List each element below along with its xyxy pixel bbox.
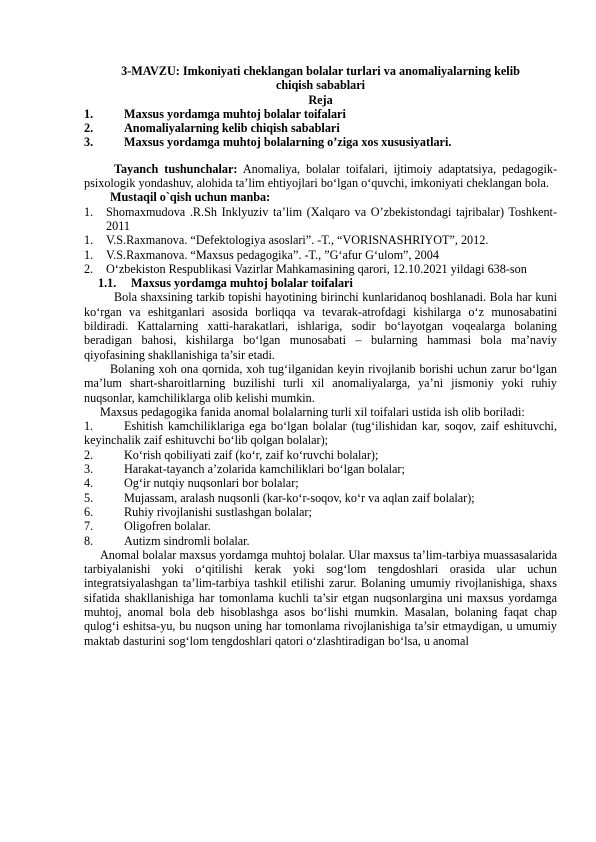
literature-text: V.S.Raxmanova. “Maxsus pedagogika”. -T., ”G‘afur G‘ulom”, 2004: [106, 247, 439, 262]
title-line-1: 3-MAVZU: Imkoniyati cheklangan bolalar turlari va anomaliyalarning kelib: [121, 64, 520, 78]
plan-item: [84, 107, 557, 121]
category-text: Autizm sindromli bolalar.: [124, 533, 250, 548]
category-text: Ko‘rish qobiliyati zaif (ko‘r, zaif ko‘ruvchi bolalar);: [124, 447, 379, 462]
category-text: Ruhiy rivojlanishi sustlashgan bolalar;: [124, 504, 312, 519]
paragraph-4: Anomal bolalar maxsus yordamga muhtoj bolalar. Ular maxsus ta’lim-tarbiya muassasalarida tarbiyalanishi yoki o‘qitilishi kerak yoki sog‘lom tengdoshlari orasida ular uchun integratsiyalashgan ta’lim-tarbiya tashkil etilishi zarur. Bolaning umumiy rivojlanishiga, shaxs sifatida shakllanishiga har tomonlama kuchli ta’sir etgan nuqsonlargina uni maxsus yordamga muhtoj, anomal bola deb hisoblashga asos bo‘lishi mumkin. Masalan, bolaning faqat chap qulog‘i eshitsa-yu, bu nuqson uning har tomonlama rivojlanishiga ta’sir etmaydigan, u umumiy maktab dasturini sog‘lom tengdoshlari qatori o‘zlashtiradigan bo‘lsa, u anomal: [84, 547, 557, 648]
plan-item-number: 2.: [84, 121, 94, 136]
plan-item-text: Maxsus yordamga muhtoj bolalarning o’ziga xos xususiyatlari.: [124, 135, 452, 150]
plan-item-text: Maxsus yordamga muhtoj bolalar toifalari: [124, 106, 346, 121]
paragraph-2: Bolaning xoh ona qornida, xoh tug‘ilganidan keyin rivojlanib borishi uchun zarur bo‘lgan ma’lum shart-sharoitlarning buzilishi turli xil anomaliyalarga, ya’ni jismoniy yoki ruhiy nuqsonlar, kamchiliklarga olib kelishi mumkin.: [84, 361, 557, 405]
categories-list: [84, 419, 557, 548]
category-number: 6.: [84, 504, 94, 519]
literature-text: Shomaxmudova .R.Sh Inklyuziv ta’lim (Xalqaro va O’zbekistondagi tajribalar) Toshkent-2011: [106, 204, 557, 233]
paragraph-3: Maxsus pedagogika fanida anomal bolalarning turli xil toifalari ustida ish olib boriladi:: [100, 404, 525, 419]
category-number: 1.: [84, 419, 94, 434]
category-item: [84, 519, 557, 533]
literature-heading: Mustaqil o`qish uchun manba:: [110, 190, 271, 205]
literature-number: 1.: [84, 233, 94, 248]
literature-text: V.S.Raxmanova. “Defektologiya asoslari”. -T., “VORISNASHRIYOT”, 2012.: [106, 233, 489, 248]
literature-item: [84, 233, 557, 247]
category-item: [84, 419, 557, 448]
section-title: Maxsus yordamga muhtoj bolalar toifalari: [131, 276, 353, 291]
category-item: [84, 534, 557, 548]
keywords-label: Tayanch tushunchalar:: [114, 161, 238, 176]
literature-text: O‘zbekiston Respublikasi Vazirlar Mahkamasining qarori, 12.10.2021 yildagi 638-son: [106, 261, 527, 276]
category-number: 5.: [84, 490, 94, 505]
category-number: 7.: [84, 519, 94, 534]
keywords-text: Anomaliya, bolalar toifalari, ijtimoiy adaptatsiya, pedagogik-psixologik yondashuv, alohida ta’lim ehtiyojlari bo‘lgan o‘quvchi, imkoniyati cheklangan bola.: [84, 161, 557, 191]
category-item: [84, 462, 557, 476]
section-heading: [84, 276, 557, 290]
document-page: [84, 64, 557, 648]
category-number: 2.: [84, 447, 94, 462]
literature-item: [84, 205, 557, 234]
plan-item-text: Anomaliyalarning kelib chiqish sabablari: [124, 121, 340, 136]
category-text: Og‘ir nutqiy nuqsonlari bor bolalar;: [124, 476, 299, 491]
document-title: [84, 64, 557, 93]
plan-list: [84, 107, 557, 150]
category-number: 4.: [84, 476, 94, 491]
category-text: Eshitish kamchiliklariga ega bo‘lgan bolalar (tug‘ilishidan kar, soqov, zaif eshituvchi, keyinchalik zaif eshituvchi bo‘lib qolgan bolalar);: [84, 419, 557, 448]
category-item: [84, 491, 557, 505]
plan-item: [84, 121, 557, 135]
category-text: Harakat-tayanch a’zolarida kamchiliklari bo‘lgan bolalar;: [124, 462, 405, 477]
plan-heading: Reja: [308, 92, 333, 107]
category-text: Oligofren bolalar.: [124, 519, 211, 534]
category-item: [84, 505, 557, 519]
literature-list: [84, 205, 557, 276]
category-number: 8.: [84, 533, 94, 548]
section-number: 1.1.: [98, 276, 117, 291]
literature-item: [84, 262, 557, 276]
title-line-2: chiqish sabablari: [275, 78, 366, 93]
category-text: Mujassam, aralash nuqsonli (kar-ko‘r-soqov, ko‘r va aqlan zaif bolalar);: [124, 490, 475, 505]
category-number: 3.: [84, 462, 94, 477]
literature-item: [84, 248, 557, 262]
category-item: [84, 448, 557, 462]
plan-item-number: 1.: [84, 106, 94, 121]
literature-number: 1.: [84, 247, 94, 262]
category-item: [84, 476, 557, 490]
plan-item-number: 3.: [84, 135, 94, 150]
literature-number: 1.: [84, 204, 94, 219]
literature-number: 2.: [84, 261, 94, 276]
plan-item: [84, 135, 557, 149]
keywords-paragraph: [84, 162, 557, 191]
paragraph-1: Bola shaxsining tarkib topishi hayotining birinchi kunlaridanoq boshlanadi. Bola har kuni ko‘rgan va eshitganlari asosida borliqqa va tevarak-atrofdagi kishilarga o‘z munosabatini bildiradi. Kattalarning xatti-harakatlari, ishlariga, sodir bo‘layotgan voqealarga bolaning beradigan bahosi, kishilarga bo‘lgan munosabati – bularning hammasi bola ma’naviy qiyofasining shakllanishiga ta’sir etadi.: [84, 290, 557, 362]
